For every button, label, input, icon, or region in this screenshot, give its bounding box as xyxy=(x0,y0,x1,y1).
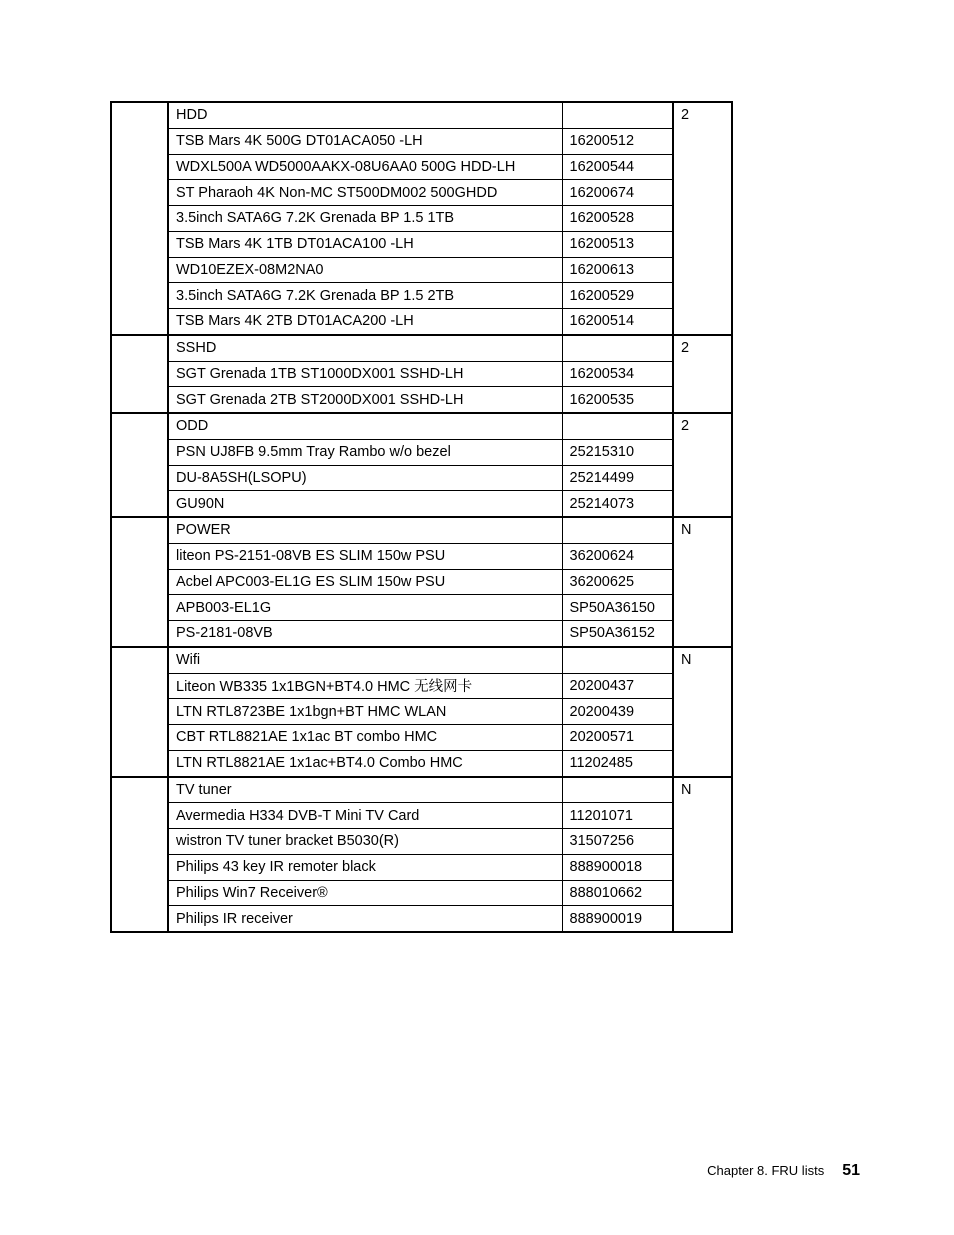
group-index-cell xyxy=(111,777,168,933)
page-footer xyxy=(707,1162,860,1180)
fru-number: 20200437 xyxy=(562,673,673,699)
part-description: TSB Mars 4K 2TB DT01ACA200 -LH xyxy=(168,309,562,335)
table-row xyxy=(111,750,732,776)
part-description: SGT Grenada 1TB ST1000DX001 SSHD-LH xyxy=(168,361,562,387)
part-description: TSB Mars 4K 500G DT01ACA050 -LH xyxy=(168,128,562,154)
group-fru-cell xyxy=(562,517,673,543)
fru-number: 888900019 xyxy=(562,906,673,932)
fru-number: 36200625 xyxy=(562,569,673,595)
part-description: PS-2181-08VB xyxy=(168,621,562,647)
table-row xyxy=(111,439,732,465)
table-row xyxy=(111,699,732,725)
group-cru-tier: N xyxy=(673,777,732,933)
table-row xyxy=(111,231,732,257)
group-index-cell xyxy=(111,647,168,777)
fru-number: 16200544 xyxy=(562,154,673,180)
part-description: liteon PS-2151-08VB ES SLIM 150w PSU xyxy=(168,543,562,569)
part-description: Philips 43 key IR remoter black xyxy=(168,854,562,880)
fru-number: 16200514 xyxy=(562,309,673,335)
table-row xyxy=(111,387,732,413)
part-description: 3.5inch SATA6G 7.2K Grenada BP 1.5 2TB xyxy=(168,283,562,309)
table-row xyxy=(111,880,732,906)
table-row xyxy=(111,725,732,751)
group-fru-cell xyxy=(562,413,673,439)
fru-number: SP50A36150 xyxy=(562,595,673,621)
fru-number: 16200613 xyxy=(562,257,673,283)
table-row xyxy=(111,621,732,647)
part-description: ST Pharaoh 4K Non-MC ST500DM002 500GHDD xyxy=(168,180,562,206)
fru-table xyxy=(110,101,733,933)
group-title: ODD xyxy=(168,413,562,439)
part-description: 3.5inch SATA6G 7.2K Grenada BP 1.5 1TB xyxy=(168,206,562,232)
group-fru-cell xyxy=(562,335,673,361)
fru-number: 25215310 xyxy=(562,439,673,465)
fru-number: 888010662 xyxy=(562,880,673,906)
group-header-row xyxy=(111,517,732,543)
group-title: TV tuner xyxy=(168,777,562,803)
table-row xyxy=(111,854,732,880)
table-row xyxy=(111,128,732,154)
group-header-row xyxy=(111,777,732,803)
page-number: 51 xyxy=(842,1162,860,1179)
table-row xyxy=(111,673,732,699)
part-description: Philips Win7 Receiver® xyxy=(168,880,562,906)
table-row xyxy=(111,180,732,206)
table-row xyxy=(111,361,732,387)
fru-number: 25214073 xyxy=(562,491,673,517)
fru-number: 31507256 xyxy=(562,829,673,855)
fru-number: 36200624 xyxy=(562,543,673,569)
table-row xyxy=(111,257,732,283)
part-description: DU-8A5SH(LSOPU) xyxy=(168,465,562,491)
table-row xyxy=(111,309,732,335)
part-description: GU90N xyxy=(168,491,562,517)
group-cru-tier: 2 xyxy=(673,413,732,517)
fru-number: 16200512 xyxy=(562,128,673,154)
part-description: WDXL500A WD5000AAKX-08U6AA0 500G HDD-LH xyxy=(168,154,562,180)
fru-number: 16200529 xyxy=(562,283,673,309)
part-description: WD10EZEX-08M2NA0 xyxy=(168,257,562,283)
group-header-row xyxy=(111,413,732,439)
part-description: TSB Mars 4K 1TB DT01ACA100 -LH xyxy=(168,231,562,257)
fru-number: 16200528 xyxy=(562,206,673,232)
table-row xyxy=(111,803,732,829)
group-fru-cell xyxy=(562,777,673,803)
part-description: wistron TV tuner bracket B5030(R) xyxy=(168,829,562,855)
part-description: PSN UJ8FB 9.5mm Tray Rambo w/o bezel xyxy=(168,439,562,465)
table-row xyxy=(111,283,732,309)
fru-number: 16200535 xyxy=(562,387,673,413)
table-row xyxy=(111,906,732,932)
fru-number: 11201071 xyxy=(562,803,673,829)
part-description: Avermedia H334 DVB-T Mini TV Card xyxy=(168,803,562,829)
fru-number: 20200439 xyxy=(562,699,673,725)
fru-number: 16200534 xyxy=(562,361,673,387)
part-description: APB003-EL1G xyxy=(168,595,562,621)
part-description: SGT Grenada 2TB ST2000DX001 SSHD-LH xyxy=(168,387,562,413)
group-header-row xyxy=(111,647,732,673)
group-title: SSHD xyxy=(168,335,562,361)
group-index-cell xyxy=(111,335,168,413)
table-row xyxy=(111,829,732,855)
group-title: Wifi xyxy=(168,647,562,673)
fru-number: 888900018 xyxy=(562,854,673,880)
part-description: LTN RTL8821AE 1x1ac+BT4.0 Combo HMC xyxy=(168,750,562,776)
table-row xyxy=(111,569,732,595)
group-fru-cell xyxy=(562,647,673,673)
group-cru-tier: N xyxy=(673,647,732,777)
part-description: LTN RTL8723BE 1x1bgn+BT HMC WLAN xyxy=(168,699,562,725)
part-description: Philips IR receiver xyxy=(168,906,562,932)
group-header-row xyxy=(111,335,732,361)
table-row xyxy=(111,543,732,569)
part-description: Acbel APC003-EL1G ES SLIM 150w PSU xyxy=(168,569,562,595)
group-header-row xyxy=(111,102,732,128)
fru-number: 11202485 xyxy=(562,750,673,776)
fru-number: 25214499 xyxy=(562,465,673,491)
group-cru-tier: N xyxy=(673,517,732,647)
table-row xyxy=(111,465,732,491)
fru-number: 16200674 xyxy=(562,180,673,206)
group-title: POWER xyxy=(168,517,562,543)
table-row xyxy=(111,206,732,232)
fru-number: 16200513 xyxy=(562,231,673,257)
group-index-cell xyxy=(111,517,168,647)
group-cru-tier: 2 xyxy=(673,102,732,335)
table-row xyxy=(111,154,732,180)
fru-table-body xyxy=(111,102,732,932)
table-row xyxy=(111,491,732,517)
fru-number: SP50A36152 xyxy=(562,621,673,647)
part-description: Liteon WB335 1x1BGN+BT4.0 HMC 无线网卡 xyxy=(168,673,562,699)
group-fru-cell xyxy=(562,102,673,128)
fru-number: 20200571 xyxy=(562,725,673,751)
group-title: HDD xyxy=(168,102,562,128)
chapter-label: Chapter 8. FRU lists xyxy=(707,1163,825,1178)
group-cru-tier: 2 xyxy=(673,335,732,413)
table-row xyxy=(111,595,732,621)
group-index-cell xyxy=(111,413,168,517)
group-index-cell xyxy=(111,102,168,335)
part-description: CBT RTL8821AE 1x1ac BT combo HMC xyxy=(168,725,562,751)
